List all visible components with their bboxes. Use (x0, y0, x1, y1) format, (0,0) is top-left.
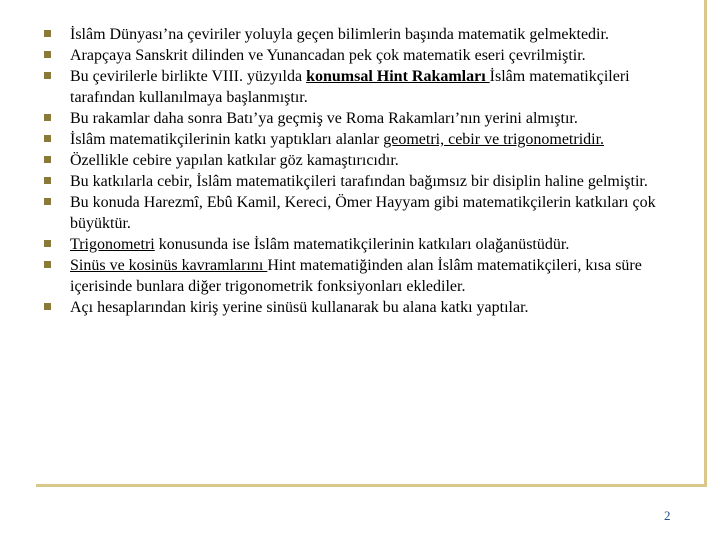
bullet-item (44, 24, 694, 45)
bullet-item (44, 129, 694, 150)
bullet-item (44, 297, 694, 318)
bullet-text-part: Hint matematiğinden alan İslâm matematikçileri, kısa süre içerisinde bunlara diğer trigonometrik fonksiyonları eklediler. (70, 257, 642, 295)
square-bullet-icon (44, 114, 51, 121)
bullet-text-part: İslâm matematikçilerinin katkı yaptıkları alanlar (70, 131, 384, 148)
bullet-item (44, 66, 694, 108)
page-number: 2 (664, 508, 671, 523)
bullet-text: Bu konuda Harezmî, Ebû Kamil, Kereci, Ömer Hayyam gibi matematikçilerin katkıları çok büyüktür. (70, 194, 656, 232)
bullet-text-part: konusunda ise İslâm matematikçilerinin katkıları olağanüstüdür. (154, 236, 570, 253)
square-bullet-icon (44, 30, 51, 37)
bullet-text: Bu katkılarla cebir, İslâm matematikçileri tarafından bağımsız bir disiplin haline gelmiştir. (70, 173, 648, 190)
bullet-list (44, 24, 694, 318)
frame-right-border (704, 0, 707, 485)
bullet-text: Bu rakamlar daha sonra Batı’ya geçmiş ve Roma Rakamları’nın yerini almıştır. (70, 110, 578, 127)
square-bullet-icon (44, 261, 51, 268)
square-bullet-icon (44, 240, 51, 247)
square-bullet-icon (44, 156, 51, 163)
square-bullet-icon (44, 198, 51, 205)
bullet-item (44, 108, 694, 129)
bullet-item (44, 150, 694, 171)
square-bullet-icon (44, 72, 51, 79)
bullet-text-part: Bu çevirilerle birlikte VIII. yüzyılda (70, 68, 307, 85)
bullet-item (44, 255, 694, 297)
underlined-term: Sinüs ve kosinüs kavramlarını (70, 257, 268, 274)
bullet-item (44, 45, 694, 66)
bullet-item (44, 234, 694, 255)
square-bullet-icon (44, 51, 51, 58)
bullet-text-part: İslâm matematikçileri tarafından kullanılmaya başlanmıştır. (70, 68, 630, 106)
bullet-text: Açı hesaplarından kiriş yerine sinüsü kullanarak bu alana katkı yaptılar. (70, 299, 529, 316)
square-bullet-icon (44, 303, 51, 310)
bullet-text: Özellikle cebire yapılan katkılar göz kamaştırıcıdır. (70, 152, 399, 169)
bullet-item (44, 192, 694, 234)
bullet-text: Arapçaya Sanskrit dilinden ve Yunancadan pek çok matematik eseri çevrilmiştir. (70, 47, 586, 64)
frame-bottom-border (36, 484, 707, 487)
square-bullet-icon (44, 135, 51, 142)
underlined-term: Trigonometri (70, 236, 155, 253)
underlined-term: geometri, cebir ve trigonometridir. (383, 131, 605, 148)
bullet-item (44, 171, 694, 192)
bullet-text: İslâm Dünyası’na çeviriler yoluyla geçen bilimlerin başında matematik gelmektedir. (70, 26, 609, 43)
square-bullet-icon (44, 177, 51, 184)
underlined-term: konumsal Hint Rakamları (306, 68, 490, 85)
